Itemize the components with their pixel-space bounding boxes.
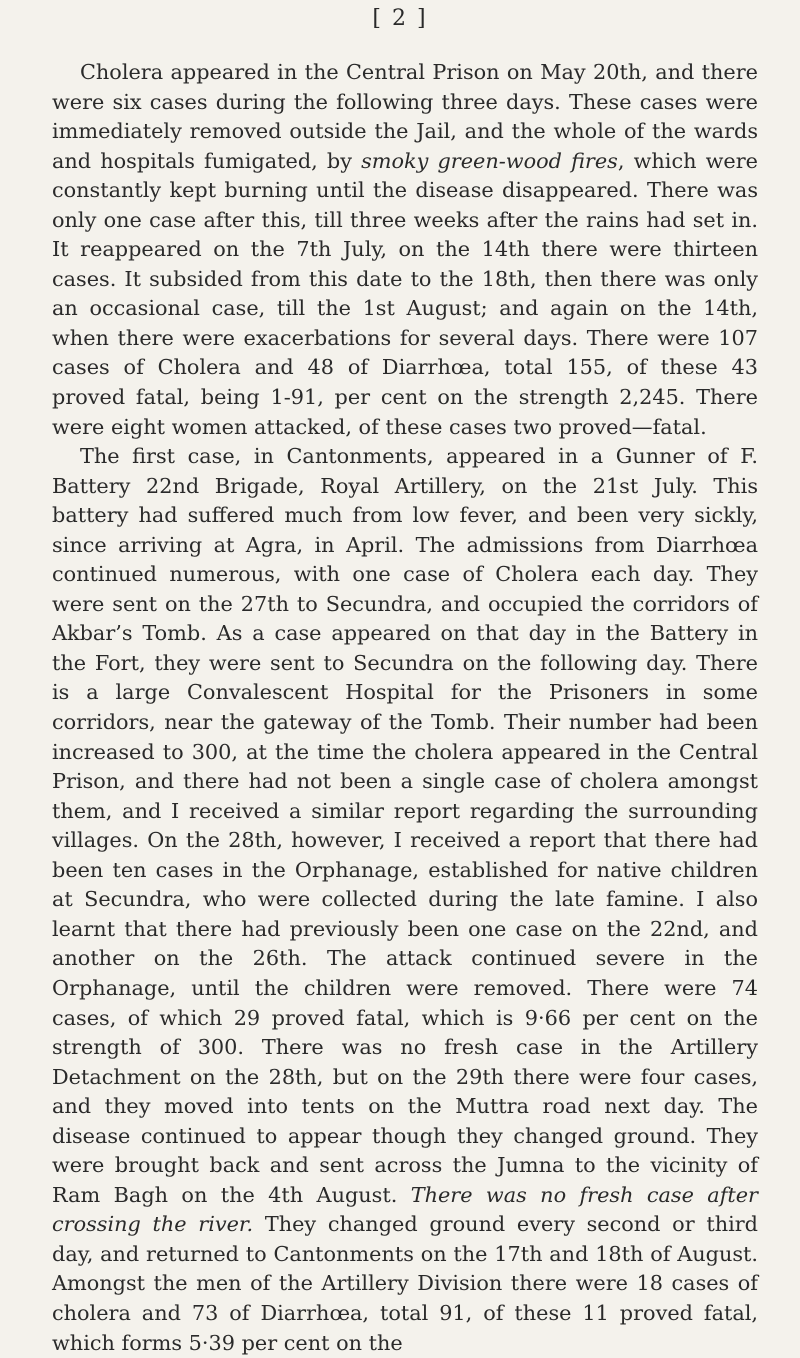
paragraph-2-italic-phrase: There was no fresh case after crossing the river. [52,1182,759,1237]
paragraph-2-segment-1: The first case, in Cantonments, appeared in a Gunner of F. Battery 22nd Brigade, Royal Artillery, on the 21st July. This battery had suffered much from low fever, and been very sickly, since arriving at Agra, in April. The admissions from Diarrhœa continued numerous, with one case of Cholera each day. They were sent on the 27th to Secundra, and occupied the corridors of Akbar’s Tomb. As a case appeared on that day in the Battery in the Fort, they were sent to Secundra on the following day. There is a large Convalescent Hospital for the Prisoners in some corridors, near the gateway of the Tomb. Their number had been increased to 300, at the time the cholera appeared in the Central Prison, and there had not been a single case of cholera amongst them, and I received a similar report regarding the surrounding villages. On the 28th, however, I received a report that there had been ten cases in the Orphanage, established for native children at Secundra, who were collected during the late famine. I also learnt that there had previously been one case on the 22nd, and another on the 26th. The attack continued severe in the Orphanage, until the children were removed. There were 74 cases, of which 29 proved fatal, which is 9·66 per cent on the strength of 300. There was no fresh case in the Artillery Detachment on the 28th, but on the 29th there were four cases, and they moved into tents on the Muttra road next day. The disease continued to appear though they changed ground. They were brought back and sent across the Jumna to the vicinity of Ram Bagh on the 4th August. [52,444,758,1207]
paragraph-1-italic-phrase: smoky green-wood fires [361,148,618,173]
paragraph-1-segment-1: Cholera appeared in the Central Prison on May 20th, and there were six cases during the following three days. These cases were immediately removed outside the Jail, and the whole of the wards and hospitals fumigated, by [52,60,758,173]
paragraph-1 [52,58,758,442]
paragraph-2 [52,442,758,1358]
page-number: [ 2 ] [372,6,428,31]
paragraph-1-segment-3: , which were constantly kept burning until the disease disappeared. There was only one case after this, till three weeks after the rains had set in. It reappeared on the 7th July, on the 14th there were thirteen cases. It subsided from this date to the 18th, then there was only an occasional case, till the 1st August; and again on the 14th, when there were exacerbations for several days. There were 107 cases of Cholera and 48 of Diarrhœa, total 155, of these 43 proved fatal, being 1-91, per cent on the strength 2,245. There were eight women attacked, of these cases two proved—fatal. [52,148,758,439]
paragraph-2-segment-3: They changed ground every second or third day, and returned to Cantonments on the 17th and 18th of August. Amongst the men of the Artillery Division there were 18 cases of cholera and 73 of Diarrhœa, total 91, of these 11 proved fatal, which forms 5·39 per cent on the [52,1212,758,1355]
document-body [52,58,758,1358]
